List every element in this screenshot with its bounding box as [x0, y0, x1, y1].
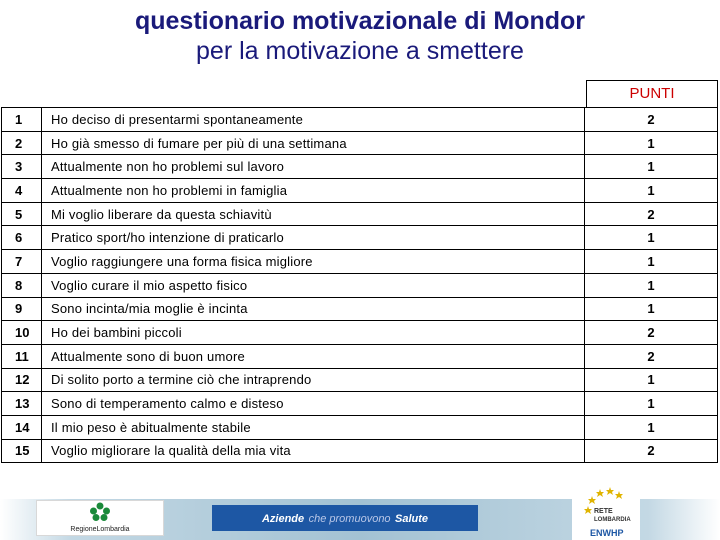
row-number: 14: [2, 415, 42, 439]
table-row: [2, 297, 718, 321]
table-row: [2, 392, 718, 416]
row-number: 9: [2, 297, 42, 321]
row-points: 1: [585, 179, 718, 203]
slogan-part-aziende: Aziende: [261, 513, 305, 525]
row-number: 2: [2, 131, 42, 155]
score-column-header: PUNTI: [586, 80, 718, 108]
row-statement: Sono di temperamento calmo e disteso: [42, 392, 585, 416]
table-row: [2, 179, 718, 203]
row-points: 2: [585, 344, 718, 368]
row-points: 2: [585, 108, 718, 132]
row-points: 2: [585, 321, 718, 345]
row-number: 7: [2, 250, 42, 274]
table-row: [2, 321, 718, 345]
row-statement: Di solito porto a termine ciò che intraprendo: [42, 368, 585, 392]
enwhp-label: ENWHP: [590, 528, 624, 538]
row-points: 1: [585, 131, 718, 155]
row-points: 1: [585, 297, 718, 321]
lombardia-label: LOMBARDIA: [594, 517, 631, 523]
row-number: 3: [2, 155, 42, 179]
row-statement: Ho già smesso di fumare per più di una settimana: [42, 131, 585, 155]
row-number: 11: [2, 344, 42, 368]
row-statement: Voglio migliorare la qualità della mia vita: [42, 439, 585, 463]
row-number: 12: [2, 368, 42, 392]
table-row: [2, 202, 718, 226]
row-number: 10: [2, 321, 42, 345]
row-points: 1: [585, 226, 718, 250]
rete-lombardia-logo: [572, 484, 640, 540]
row-number: 6: [2, 226, 42, 250]
row-number: 1: [2, 108, 42, 132]
footer-slogan: [212, 505, 478, 531]
row-points: 1: [585, 155, 718, 179]
rete-label: RETE: [594, 508, 613, 515]
row-statement: Sono incinta/mia moglie è incinta: [42, 297, 585, 321]
row-number: 8: [2, 273, 42, 297]
slogan-part-middle: che promuovono: [308, 513, 391, 525]
row-statement: Il mio peso è abitualmente stabile: [42, 415, 585, 439]
row-number: 13: [2, 392, 42, 416]
table-row: [2, 131, 718, 155]
row-points: 1: [585, 273, 718, 297]
row-statement: Pratico sport/ho intenzione di praticarlo: [42, 226, 585, 250]
page-subtitle: per la motivazione a smettere: [196, 37, 524, 65]
table-row: [2, 368, 718, 392]
table-row: [2, 226, 718, 250]
row-number: 4: [2, 179, 42, 203]
row-number: 5: [2, 202, 42, 226]
table-row: [2, 250, 718, 274]
slogan-part-salute: Salute: [395, 513, 429, 525]
row-statement: Attualmente non ho problemi in famiglia: [42, 179, 585, 203]
header: [0, 6, 720, 66]
row-points: 2: [585, 202, 718, 226]
table-row: [2, 108, 718, 132]
row-statement: Ho deciso di presentarmi spontaneamente: [42, 108, 585, 132]
questionnaire-rows: [2, 108, 718, 463]
table-row: [2, 344, 718, 368]
row-statement: Attualmente non ho problemi sul lavoro: [42, 155, 585, 179]
questionnaire-table: [1, 107, 718, 463]
page-title: questionario motivazionale di Mondor: [134, 7, 586, 35]
regione-lombardia-name: RegioneLombardia: [70, 526, 130, 533]
row-points: 1: [585, 250, 718, 274]
row-statement: Attualmente sono di buon umore: [42, 344, 585, 368]
row-statement: Mi voglio liberare da questa schiavitù: [42, 202, 585, 226]
row-statement: Voglio raggiungere una forma fisica migliore: [42, 250, 585, 274]
row-points: 1: [585, 392, 718, 416]
row-number: 15: [2, 439, 42, 463]
row-points: 2: [585, 439, 718, 463]
row-statement: Voglio curare il mio aspetto fisico: [42, 273, 585, 297]
row-statement: Ho dei bambini piccoli: [42, 321, 585, 345]
table-row: [2, 415, 718, 439]
regione-lombardia-logo: [36, 500, 164, 536]
table-row: [2, 273, 718, 297]
row-points: 1: [585, 415, 718, 439]
regione-lombardia-rose-icon: [89, 502, 111, 522]
footer: [0, 484, 720, 540]
table-row: [2, 155, 718, 179]
table-row: [2, 439, 718, 463]
row-points: 1: [585, 368, 718, 392]
